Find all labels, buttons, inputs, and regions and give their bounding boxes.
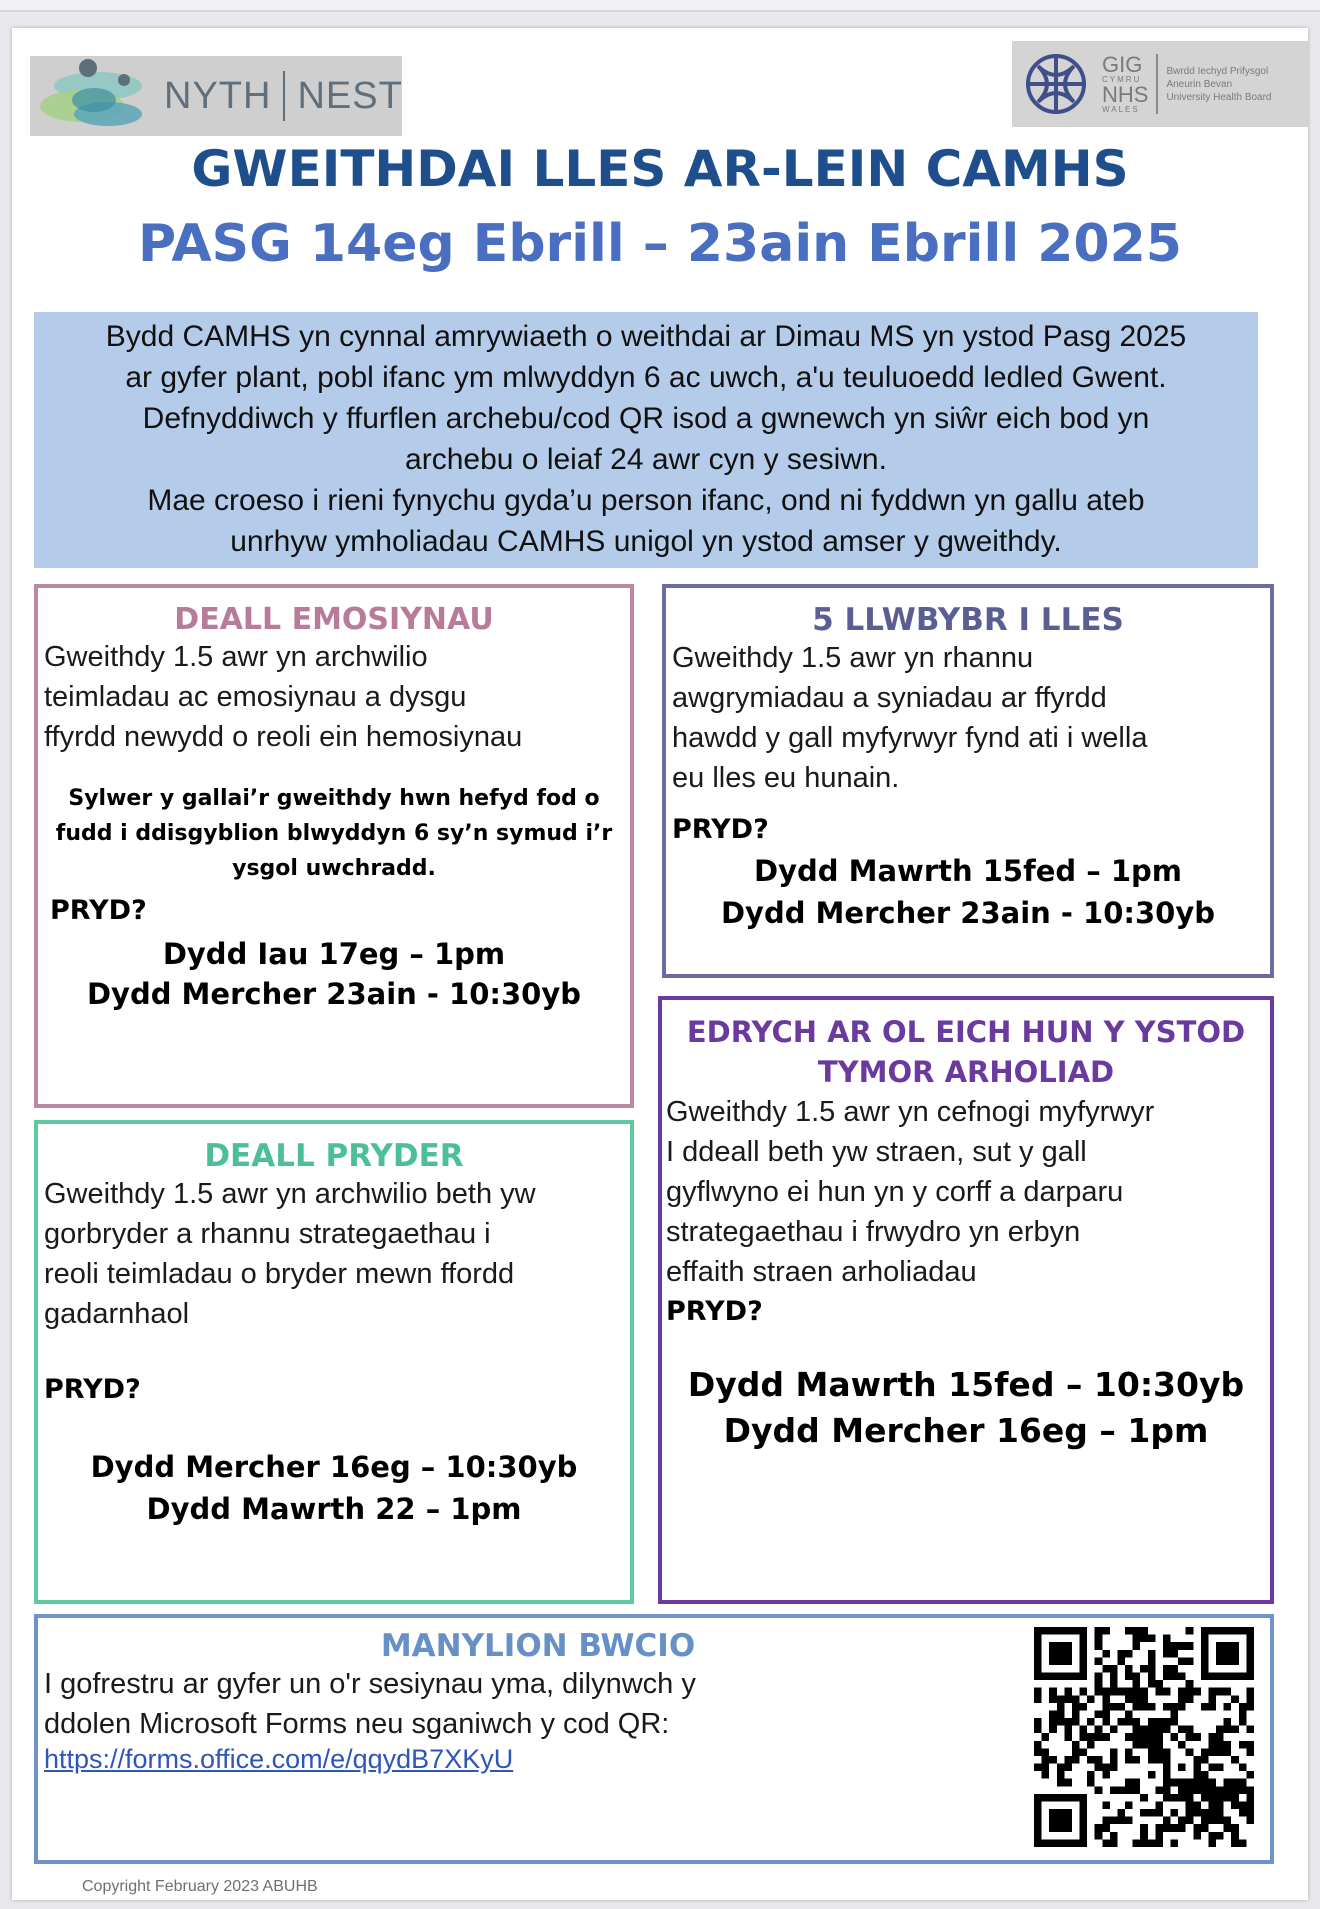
workshop-pryder	[34, 1120, 634, 1604]
pryd-label: PRYD?	[50, 895, 147, 926]
gig-text: GIG	[1102, 52, 1143, 77]
heading-line: TYMOR ARHOLIAD	[817, 1055, 1115, 1089]
pryd-label: PRYD?	[44, 1374, 141, 1405]
nhs-logo-divider	[1156, 54, 1158, 114]
intro-line: archebu o leiaf 24 awr cyn y sesiwn.	[405, 443, 887, 476]
workshop-note	[38, 781, 630, 886]
description-line: Gweithdy 1.5 awr yn rhannu	[672, 642, 1034, 674]
workshop-arholiad	[658, 996, 1274, 1604]
workshop-heading: DEALL PRYDER	[204, 1138, 464, 1174]
workshop-times	[38, 934, 630, 1014]
intro-line: unrhyw ymholiadau CAMHS unigol yn ystod amser y gweithdy.	[230, 525, 1062, 558]
health-board-name	[1166, 65, 1271, 104]
nhs-wales-logo	[1012, 41, 1308, 127]
pryd-label: PRYD?	[672, 814, 769, 845]
nest-bird-icon	[36, 56, 154, 136]
nest-logo-text	[164, 71, 403, 121]
workshop-times	[662, 1362, 1270, 1454]
workshop-description	[38, 1174, 630, 1334]
description-line: gorbryder a rhannu strategaethau i	[44, 1218, 491, 1250]
workshop-description	[662, 1092, 1270, 1292]
description-line: ffyrdd newydd o reoli ein hemosiynau	[44, 721, 523, 753]
workshop-heading	[662, 1012, 1270, 1092]
intro-panel	[34, 312, 1258, 568]
description-line: awgrymiadau a syniadau ar ffyrdd	[672, 682, 1107, 714]
description-line: strategaethau i frwydro yn erbyn	[666, 1216, 1081, 1248]
health-board-line3: University Health Board	[1166, 91, 1272, 103]
poster-page	[12, 28, 1308, 1900]
nhs-text: NHS	[1102, 82, 1149, 107]
description-line: reoli teimladau o bryder mewn ffordd	[44, 1258, 515, 1290]
time-slot: Dydd Mawrth 15fed – 10:30yb	[687, 1365, 1245, 1404]
nest-logo-text-right: NEST	[297, 74, 403, 117]
time-slot: Dydd Mercher 16eg – 1pm	[723, 1411, 1209, 1450]
workshop-times	[666, 850, 1270, 934]
note-line: ysgol uwchradd.	[232, 856, 436, 881]
nest-logo-text-left: NYTH	[164, 74, 272, 117]
cymru-text: CYMRU	[1102, 75, 1142, 84]
time-slot: Dydd Mercher 23ain - 10:30yb	[86, 977, 582, 1011]
time-slot: Dydd Iau 17eg – 1pm	[162, 937, 506, 971]
workshop-llwybr	[662, 584, 1274, 978]
qr-code[interactable]	[1034, 1626, 1254, 1848]
description-line: Gweithdy 1.5 awr yn archwilio	[44, 641, 428, 673]
poster-subtitle: PASG 14eg Ebrill – 23ain Ebrill 2025	[138, 214, 1182, 274]
intro-line: Mae croeso i rieni fynychu gyda’u person ifanc, ond ni fyddwn yn gallu ateb	[147, 484, 1145, 517]
description-line: I gofrestru ar gyfer un o'r sesiynau yma, dilynwch y	[44, 1668, 696, 1700]
intro-line: Defnyddiwch y ffurflen archebu/cod QR isod a gwnewch yn siŵr eich bod yn	[142, 402, 1150, 435]
time-slot: Dydd Mercher 16eg – 10:30yb	[90, 1450, 578, 1484]
pryd-label: PRYD?	[666, 1296, 763, 1327]
poster-title: GWEITHDAI LLES AR-LEIN CAMHS	[191, 140, 1129, 198]
nhs-wordmark	[1102, 54, 1148, 114]
intro-line: Bydd CAMHS yn cynnal amrywiaeth o weithdai ar Dimau MS yn ystod Pasg 2025	[105, 320, 1187, 353]
health-board-line2: Aneurin Bevan	[1166, 78, 1233, 90]
copyright-text: Copyright February 2023 ABUHB	[82, 1878, 318, 1895]
description-line: effaith straen arholiadau	[666, 1256, 977, 1288]
heading-line: EDRYCH AR OL EICH HUN Y YSTOD	[686, 1015, 1246, 1049]
health-board-line1: Bwrdd Iechyd Prifysgol	[1166, 65, 1269, 77]
description-line: Gweithdy 1.5 awr yn cefnogi myfyrwyr	[666, 1096, 1155, 1128]
workshop-times	[38, 1446, 630, 1530]
nyth-nest-logo	[30, 56, 402, 136]
workshop-emosiynau	[34, 584, 634, 1108]
description-line: gyflwyno ei hun yn y corff a darparu	[666, 1176, 1124, 1208]
description-line: gadarnhaol	[44, 1298, 190, 1330]
workshop-description	[38, 637, 630, 757]
time-slot: Dydd Mawrth 22 – 1pm	[146, 1492, 522, 1526]
note-line: fudd i ddisgyblion blwyddyn 6 sy’n symud i’r	[55, 821, 613, 846]
description-line: Gweithdy 1.5 awr yn archwilio beth yw	[44, 1178, 536, 1210]
description-line: eu lles eu hunain.	[672, 762, 900, 794]
workshop-heading: 5 LLWBYBR I LLES	[812, 602, 1124, 638]
description-line: teimladau ac emosiynau a dysgu	[44, 681, 467, 713]
note-line: Sylwer y gallai’r gweithdy hwn hefyd fod o	[68, 786, 600, 811]
workshop-description	[666, 638, 1270, 798]
booking-heading: MANYLION BWCIO	[380, 1628, 696, 1664]
celtic-knot-icon	[1016, 44, 1096, 124]
wales-text: WALES	[1102, 105, 1140, 114]
description-line: ddolen Microsoft Forms neu sganiwch y cod QR:	[44, 1708, 670, 1740]
workshop-heading: DEALL EMOSIYNAU	[174, 602, 494, 637]
description-line: hawdd y gall myfyrwyr fynd ati i wella	[672, 722, 1148, 754]
time-slot: Dydd Mawrth 15fed – 1pm	[754, 854, 1182, 888]
intro-line: ar gyfer plant, pobl ifanc ym mlwyddyn 6 ac uwch, a'u teuluoedd ledled Gwent.	[125, 361, 1167, 394]
nest-logo-divider	[283, 71, 285, 121]
time-slot: Dydd Mercher 23ain - 10:30yb	[720, 896, 1216, 930]
booking-link[interactable]: https://forms.office.com/e/qqydB7XKyU	[44, 1744, 514, 1774]
top-bar	[0, 0, 1320, 12]
description-line: I ddeall beth yw straen, sut y gall	[666, 1136, 1087, 1168]
